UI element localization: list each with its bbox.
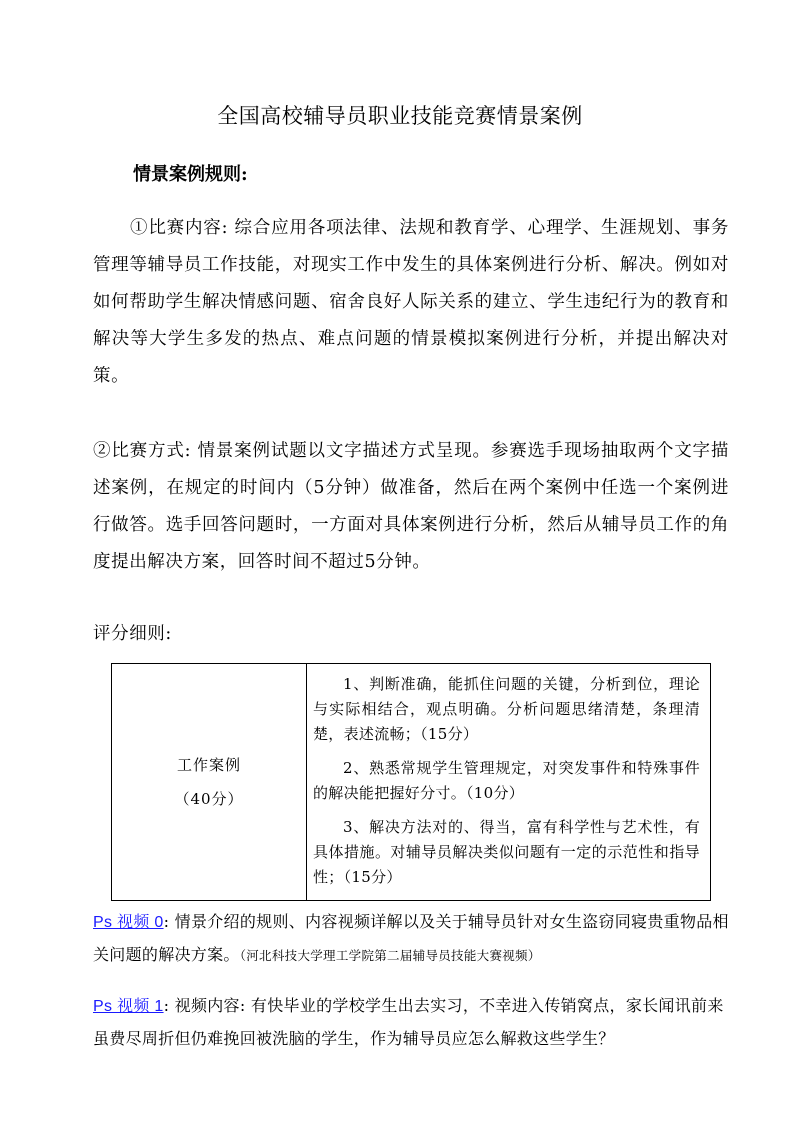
rules-heading: 情景案例规则:: [133, 164, 248, 185]
video-0-paragraph: [93, 906, 729, 972]
category-points: （40分）: [174, 790, 244, 808]
video-0-note: （河北科技大学理工学院第二届辅导员技能大赛视频）: [239, 948, 541, 963]
video-1-text: : 视频内容: 有快毕业的学校学生出去实习，不幸进入传销窝点，家长闻讯前来虽费尽周折但仍难挽回被洗脑的学生，作为辅导员应怎么解救这些学生？: [93, 996, 724, 1048]
criterion-item: 2、熟悉常规学生管理规定，对突发事件和特殊事件的解决能把握好分寸。（10分）: [313, 759, 700, 802]
paragraph-method: ②比赛方式: 情景案例试题以文字描述方式呈现。参赛选手现场抽取两个文字描述案例，在规定的时间内（5分钟）做准备，然后在两个案例中任选一个案例进行做答。选手回答问题时，一方面对具体案例进行分析，然后从辅导员工作的角度提出解决方案，回答时间不超过5分钟。: [93, 441, 729, 572]
scoring-label: 评分细则:: [93, 624, 172, 644]
table-row: [112, 664, 711, 901]
criterion-item: 1、判断准确，能抓住问题的关键，分析到位，理论与实际相结合，观点明确。分析问题思绪清楚，条理清楚，表述流畅；（15分）: [313, 675, 700, 743]
document-title: 全国高校辅导员职业技能竞赛情景案例: [217, 104, 583, 128]
video-0-text: : 情景介绍的规则、内容视频详解以及关于辅导员针对女生盗窃同寝贵重物品相关问题的解决方案。: [93, 912, 729, 964]
category-cell: [112, 664, 307, 901]
scoring-table: [111, 663, 711, 901]
criteria-cell: [307, 664, 711, 901]
video-0-link[interactable]: Ps 视频 0: [93, 914, 164, 931]
criterion-item: 3、解决方法对的、得当，富有科学性与艺术性，有具体措施。对辅导员解决类似问题有一定的示范性和指导性；（15分）: [313, 818, 700, 886]
paragraph-content: ①比赛内容: 综合应用各项法律、法规和教育学、心理学、生涯规划、事务管理等辅导员工作技能，对现实工作中发生的具体案例进行分析、解决。例如对如何帮助学生解决情感问题、宿舍良好人际关系的建立、学生违纪行为的教育和解决等大学生多发的热点、难点问题的情景模拟案例进行分析，并提出解决对策。: [93, 218, 729, 386]
video-1-link[interactable]: Ps 视频 1: [93, 998, 164, 1015]
video-1-paragraph: [93, 990, 729, 1055]
category-label: 工作案例: [176, 756, 241, 774]
